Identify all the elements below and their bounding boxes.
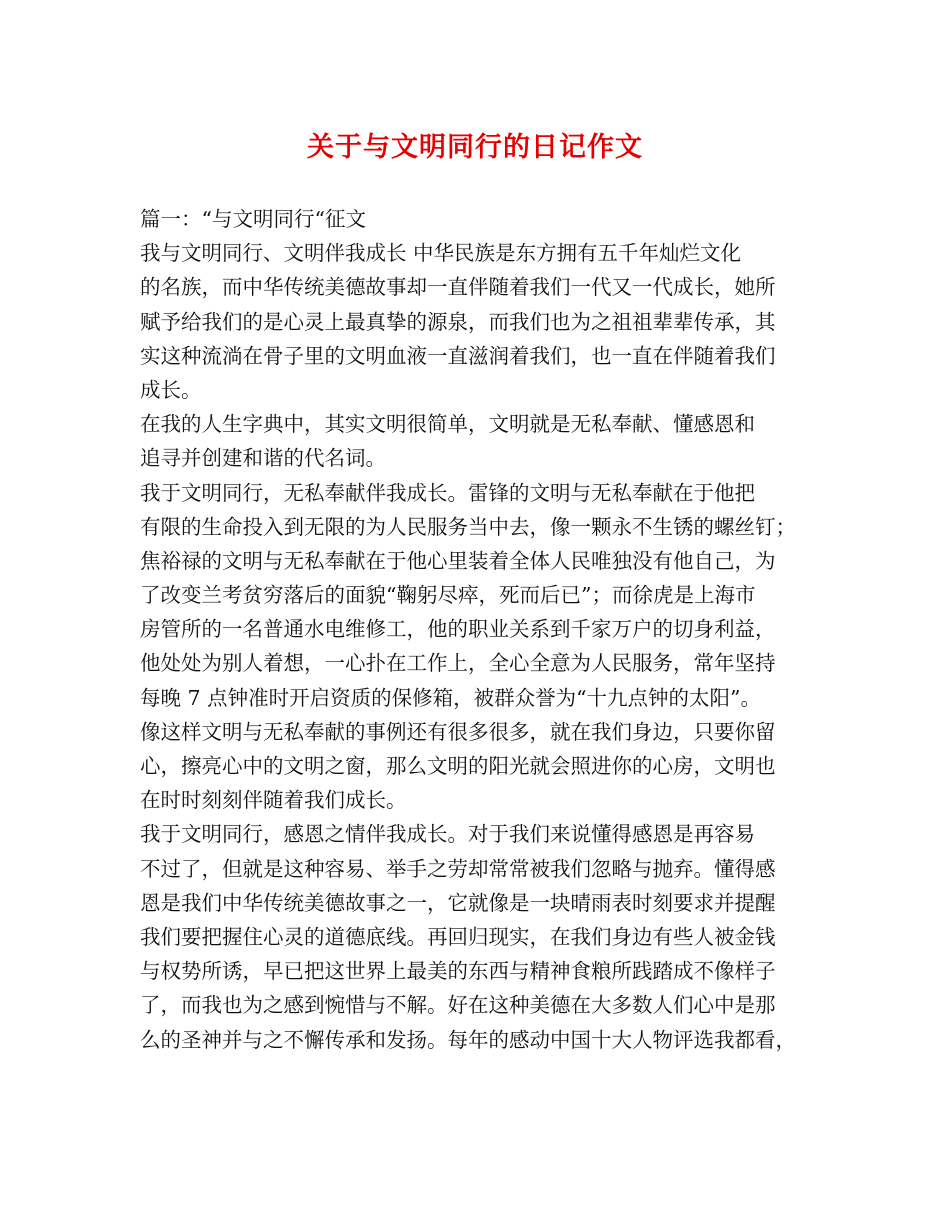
body-line: 实这种流淌在骨子里的文明血液一直滋润着我们，也一直在伴随着我们 xyxy=(140,343,776,368)
body-line: 在我的人生字典中，其实文明很简单，文明就是无私奉献、懂感恩和 xyxy=(140,412,755,437)
body-line: 像这样文明与无私奉献的事例还有很多很多，就在我们身边，只要你留 xyxy=(140,719,776,744)
body-line: 每晚 7 点钟准时开启资质的保修箱，被群众誉为“十九点钟的太阳”。 xyxy=(140,685,762,710)
body-line: 房管所的一名普通水电维修工，他的职业关系到千家万户的切身利益， xyxy=(140,617,776,642)
document-title: 关于与文明同行的日记作文 xyxy=(307,132,643,163)
body-line: 了，而我也为之感到惋惜与不解。好在这种美德在大多数人们心中是那 xyxy=(140,993,776,1018)
body-line: 我于文明同行，无私奉献伴我成长。雷锋的文明与无私奉献在于他把 xyxy=(140,480,755,505)
body-line: 追寻并创建和谐的代名词。 xyxy=(140,446,386,471)
document-body xyxy=(140,202,820,1057)
body-line: 我于文明同行，感恩之情伴我成长。对于我们来说懂得感恩是再容易 xyxy=(140,822,755,847)
body-line: 心，擦亮心中的文明之窗，那么文明的阳光就会照进你的心房，文明也 xyxy=(140,754,776,778)
body-line: 不过了，但就是这种容易、举手之劳却常常被我们忽略与抛弃。懂得感 xyxy=(140,856,776,881)
body-line: 了改变兰考贫穷落后的面貌“鞠躬尽瘁，死而后已”；而徐虎是上海市 xyxy=(140,583,756,608)
body-line: 成长。 xyxy=(140,377,202,402)
body-line: 的名族，而中华传统美德故事却一直伴随着我们一代又一代成长，她所 xyxy=(140,275,776,300)
body-line: 在时时刻刻伴随着我们成长。 xyxy=(140,788,407,813)
body-line: 焦裕禄的文明与无私奉献在于他心里装着全体人民唯独没有他自己，为 xyxy=(140,548,776,573)
body-line: 赋予给我们的是心灵上最真挚的源泉，而我们也为之祖祖辈辈传承，其 xyxy=(140,309,776,334)
body-line: 我与文明同行、文明伴我成长 中华民族是东方拥有五千年灿烂文化 xyxy=(140,241,742,266)
body-line: 我们要把握住心灵的道德底线。再回归现实，在我们身边有些人被金钱 xyxy=(140,924,776,949)
body-line: 与权势所诱，早已把这世界上最美的东西与精神食粮所践踏成不像样子 xyxy=(140,959,776,984)
body-line: 恩是我们中华传统美德故事之一，它就像是一块晴雨表时刻要求并提醒 xyxy=(140,890,776,915)
body-line: 篇一：“与文明同行“征文 xyxy=(140,207,366,231)
body-line: 有限的生命投入到无限的为人民服务当中去，像一颗永不生锈的螺丝钉； xyxy=(140,514,796,539)
body-line: 他处处为别人着想，一心扑在工作上，全心全意为人民服务，常年坚持 xyxy=(140,651,776,676)
body-line: 么的圣神并与之不懈传承和发扬。每年的感动中国十大人物评选我都看， xyxy=(140,1027,796,1052)
